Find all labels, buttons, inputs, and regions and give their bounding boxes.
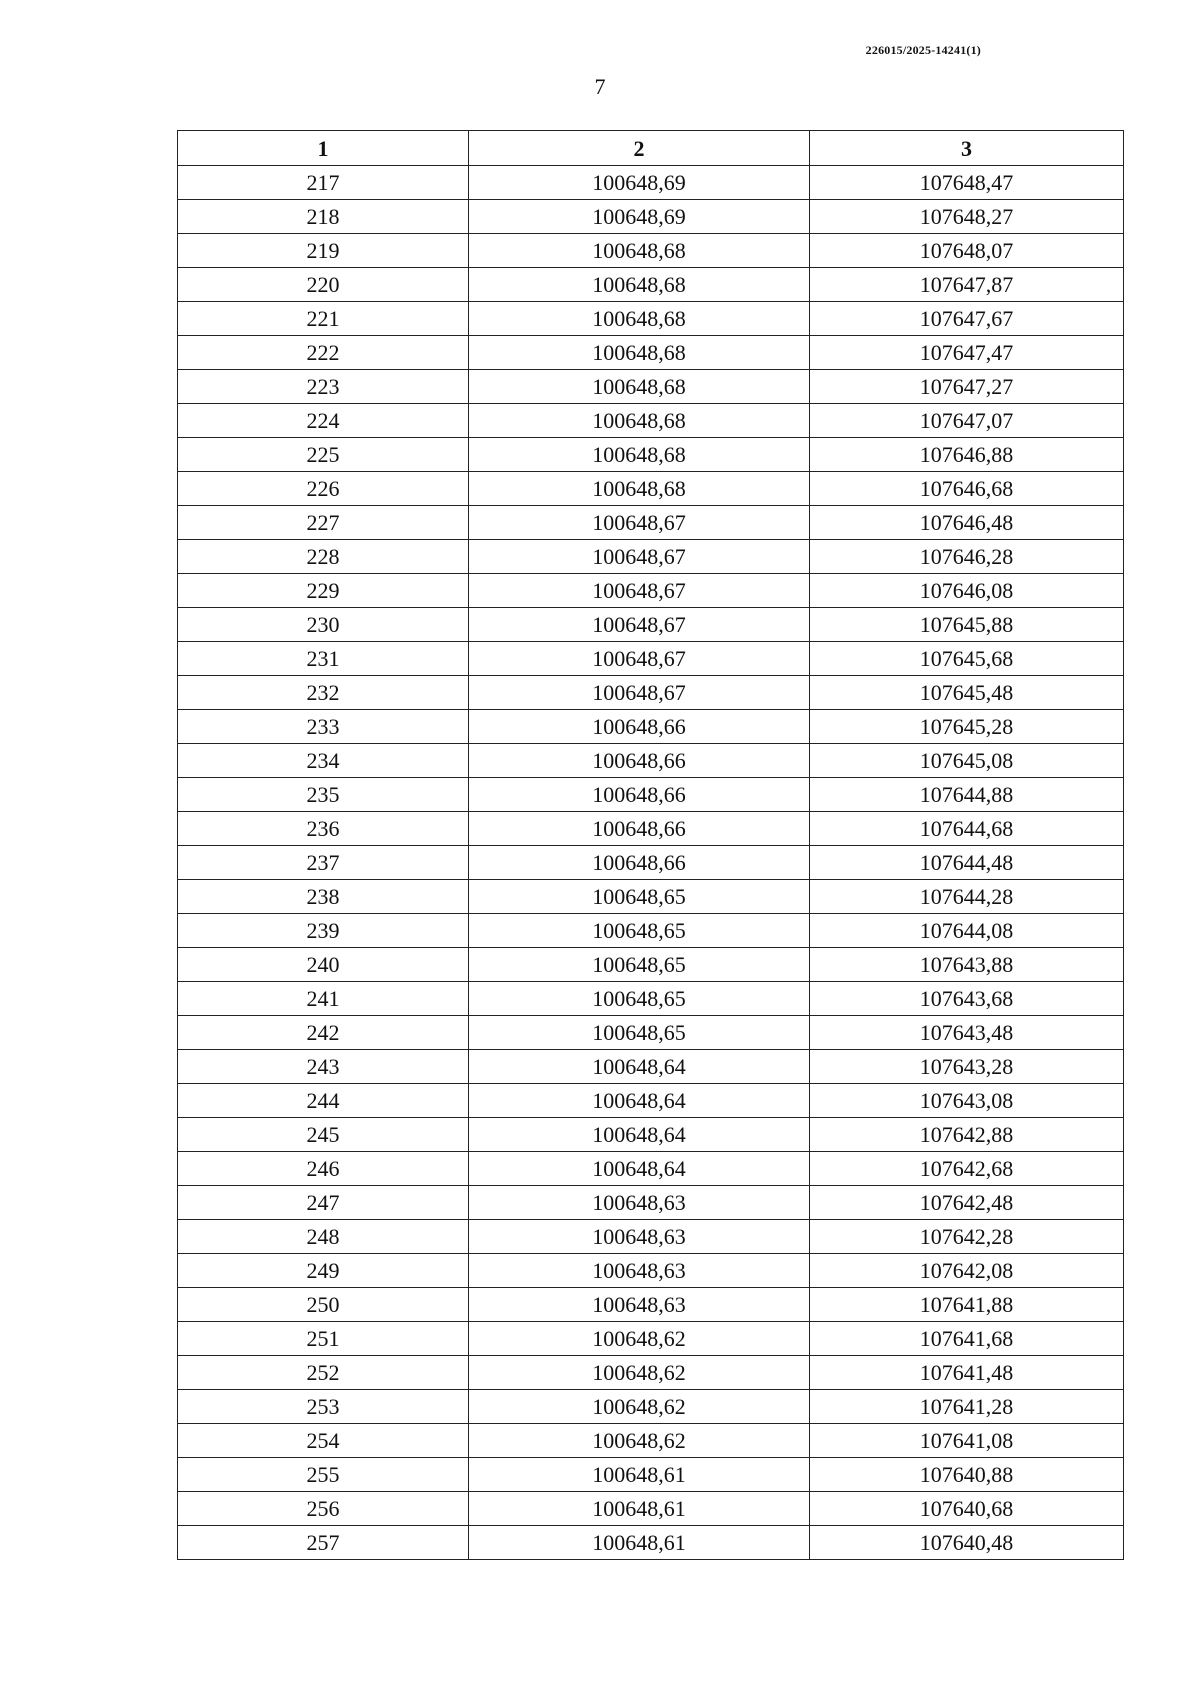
coordinate-x-cell: 100648,64 bbox=[469, 1050, 810, 1084]
point-number-cell: 218 bbox=[178, 200, 469, 234]
point-number-cell: 238 bbox=[178, 880, 469, 914]
coordinate-y-cell: 107644,48 bbox=[810, 846, 1124, 880]
coordinate-x-cell: 100648,68 bbox=[469, 234, 810, 268]
point-number-cell: 232 bbox=[178, 676, 469, 710]
column-header-1: 1 bbox=[178, 131, 469, 166]
table-row bbox=[178, 336, 1124, 370]
point-number-cell: 245 bbox=[178, 1118, 469, 1152]
coordinate-y-cell: 107641,08 bbox=[810, 1424, 1124, 1458]
table-row bbox=[178, 1424, 1124, 1458]
point-number-cell: 217 bbox=[178, 166, 469, 200]
coordinate-x-cell: 100648,67 bbox=[469, 574, 810, 608]
table-row bbox=[178, 1084, 1124, 1118]
point-number-cell: 242 bbox=[178, 1016, 469, 1050]
coordinate-x-cell: 100648,63 bbox=[469, 1288, 810, 1322]
coordinate-y-cell: 107642,28 bbox=[810, 1220, 1124, 1254]
table-row bbox=[178, 1390, 1124, 1424]
table-row bbox=[178, 1152, 1124, 1186]
point-number-cell: 254 bbox=[178, 1424, 469, 1458]
coordinate-y-cell: 107645,28 bbox=[810, 710, 1124, 744]
coordinate-y-cell: 107648,47 bbox=[810, 166, 1124, 200]
point-number-cell: 240 bbox=[178, 948, 469, 982]
table-row bbox=[178, 166, 1124, 200]
table-row bbox=[178, 1492, 1124, 1526]
point-number-cell: 241 bbox=[178, 982, 469, 1016]
point-number-cell: 236 bbox=[178, 812, 469, 846]
coordinate-y-cell: 107647,67 bbox=[810, 302, 1124, 336]
point-number-cell: 233 bbox=[178, 710, 469, 744]
point-number-cell: 231 bbox=[178, 642, 469, 676]
coordinate-x-cell: 100648,66 bbox=[469, 812, 810, 846]
coordinate-y-cell: 107643,08 bbox=[810, 1084, 1124, 1118]
coordinate-y-cell: 107646,08 bbox=[810, 574, 1124, 608]
coordinate-y-cell: 107648,07 bbox=[810, 234, 1124, 268]
table-row bbox=[178, 1526, 1124, 1560]
coordinate-y-cell: 107642,88 bbox=[810, 1118, 1124, 1152]
coordinate-x-cell: 100648,68 bbox=[469, 302, 810, 336]
table-row bbox=[178, 404, 1124, 438]
coordinate-x-cell: 100648,61 bbox=[469, 1492, 810, 1526]
table-row bbox=[178, 778, 1124, 812]
point-number-cell: 225 bbox=[178, 438, 469, 472]
table-row bbox=[178, 506, 1124, 540]
coordinate-x-cell: 100648,66 bbox=[469, 778, 810, 812]
coordinate-y-cell: 107643,88 bbox=[810, 948, 1124, 982]
coordinate-x-cell: 100648,64 bbox=[469, 1084, 810, 1118]
coordinate-y-cell: 107642,08 bbox=[810, 1254, 1124, 1288]
point-number-cell: 255 bbox=[178, 1458, 469, 1492]
coordinates-table bbox=[177, 130, 1124, 1560]
column-header-3: 3 bbox=[810, 131, 1124, 166]
coordinate-x-cell: 100648,61 bbox=[469, 1458, 810, 1492]
point-number-cell: 220 bbox=[178, 268, 469, 302]
table-header-row bbox=[178, 131, 1124, 166]
coordinate-y-cell: 107642,68 bbox=[810, 1152, 1124, 1186]
page-number: 7 bbox=[594, 74, 606, 99]
point-number-cell: 251 bbox=[178, 1322, 469, 1356]
table-row bbox=[178, 472, 1124, 506]
coordinate-x-cell: 100648,67 bbox=[469, 540, 810, 574]
coordinate-y-cell: 107646,48 bbox=[810, 506, 1124, 540]
coordinate-x-cell: 100648,69 bbox=[469, 166, 810, 200]
table-row bbox=[178, 234, 1124, 268]
coordinate-y-cell: 107646,88 bbox=[810, 438, 1124, 472]
coordinate-x-cell: 100648,65 bbox=[469, 948, 810, 982]
coordinate-x-cell: 100648,65 bbox=[469, 914, 810, 948]
coordinate-x-cell: 100648,66 bbox=[469, 744, 810, 778]
point-number-cell: 222 bbox=[178, 336, 469, 370]
coordinate-x-cell: 100648,69 bbox=[469, 200, 810, 234]
table-row bbox=[178, 1016, 1124, 1050]
point-number-cell: 253 bbox=[178, 1390, 469, 1424]
coordinate-y-cell: 107642,48 bbox=[810, 1186, 1124, 1220]
coordinate-x-cell: 100648,68 bbox=[469, 472, 810, 506]
point-number-cell: 244 bbox=[178, 1084, 469, 1118]
coordinate-x-cell: 100648,67 bbox=[469, 608, 810, 642]
point-number-cell: 257 bbox=[178, 1526, 469, 1560]
coordinate-y-cell: 107646,68 bbox=[810, 472, 1124, 506]
table-row bbox=[178, 574, 1124, 608]
table-row bbox=[178, 710, 1124, 744]
coordinate-y-cell: 107643,48 bbox=[810, 1016, 1124, 1050]
point-number-cell: 229 bbox=[178, 574, 469, 608]
coordinate-x-cell: 100648,62 bbox=[469, 1356, 810, 1390]
coordinate-y-cell: 107645,08 bbox=[810, 744, 1124, 778]
table-row bbox=[178, 370, 1124, 404]
coordinate-y-cell: 107643,28 bbox=[810, 1050, 1124, 1084]
table-row bbox=[178, 1356, 1124, 1390]
coordinate-y-cell: 107644,28 bbox=[810, 880, 1124, 914]
coordinate-y-cell: 107647,07 bbox=[810, 404, 1124, 438]
coordinate-y-cell: 107645,48 bbox=[810, 676, 1124, 710]
table-row bbox=[178, 268, 1124, 302]
coordinate-x-cell: 100648,63 bbox=[469, 1254, 810, 1288]
table-row bbox=[178, 1254, 1124, 1288]
coordinate-y-cell: 107647,27 bbox=[810, 370, 1124, 404]
point-number-cell: 226 bbox=[178, 472, 469, 506]
table-row bbox=[178, 948, 1124, 982]
point-number-cell: 227 bbox=[178, 506, 469, 540]
point-number-cell: 248 bbox=[178, 1220, 469, 1254]
document-reference-number: 226015/2025-14241(1) bbox=[865, 43, 981, 57]
coordinate-y-cell: 107641,48 bbox=[810, 1356, 1124, 1390]
coordinate-y-cell: 107647,47 bbox=[810, 336, 1124, 370]
table-row bbox=[178, 642, 1124, 676]
point-number-cell: 252 bbox=[178, 1356, 469, 1390]
point-number-cell: 224 bbox=[178, 404, 469, 438]
coordinate-y-cell: 107641,68 bbox=[810, 1322, 1124, 1356]
point-number-cell: 239 bbox=[178, 914, 469, 948]
table-row bbox=[178, 676, 1124, 710]
coordinate-y-cell: 107640,48 bbox=[810, 1526, 1124, 1560]
coordinate-x-cell: 100648,65 bbox=[469, 1016, 810, 1050]
point-number-cell: 249 bbox=[178, 1254, 469, 1288]
table-row bbox=[178, 608, 1124, 642]
coordinate-y-cell: 107645,88 bbox=[810, 608, 1124, 642]
coordinate-x-cell: 100648,63 bbox=[469, 1220, 810, 1254]
coordinate-x-cell: 100648,68 bbox=[469, 404, 810, 438]
coordinate-x-cell: 100648,66 bbox=[469, 710, 810, 744]
point-number-cell: 246 bbox=[178, 1152, 469, 1186]
table-row bbox=[178, 1322, 1124, 1356]
coordinate-y-cell: 107645,68 bbox=[810, 642, 1124, 676]
table-row bbox=[178, 1118, 1124, 1152]
table-row bbox=[178, 200, 1124, 234]
coordinate-x-cell: 100648,68 bbox=[469, 370, 810, 404]
coordinate-x-cell: 100648,62 bbox=[469, 1390, 810, 1424]
point-number-cell: 219 bbox=[178, 234, 469, 268]
coordinate-x-cell: 100648,62 bbox=[469, 1322, 810, 1356]
table-row bbox=[178, 1220, 1124, 1254]
coordinate-x-cell: 100648,63 bbox=[469, 1186, 810, 1220]
coordinate-x-cell: 100648,68 bbox=[469, 336, 810, 370]
coordinate-x-cell: 100648,64 bbox=[469, 1152, 810, 1186]
coordinate-x-cell: 100648,67 bbox=[469, 506, 810, 540]
table-header bbox=[178, 131, 1124, 166]
coordinate-x-cell: 100648,68 bbox=[469, 268, 810, 302]
point-number-cell: 230 bbox=[178, 608, 469, 642]
table-row bbox=[178, 880, 1124, 914]
table-row bbox=[178, 744, 1124, 778]
column-header-2: 2 bbox=[469, 131, 810, 166]
coordinate-y-cell: 107640,68 bbox=[810, 1492, 1124, 1526]
coordinate-y-cell: 107640,88 bbox=[810, 1458, 1124, 1492]
table-row bbox=[178, 1458, 1124, 1492]
table-row bbox=[178, 1050, 1124, 1084]
table-row bbox=[178, 540, 1124, 574]
coordinate-y-cell: 107648,27 bbox=[810, 200, 1124, 234]
table-row bbox=[178, 438, 1124, 472]
point-number-cell: 234 bbox=[178, 744, 469, 778]
point-number-cell: 228 bbox=[178, 540, 469, 574]
table-row bbox=[178, 846, 1124, 880]
point-number-cell: 223 bbox=[178, 370, 469, 404]
coordinate-x-cell: 100648,61 bbox=[469, 1526, 810, 1560]
table-body bbox=[178, 166, 1124, 1560]
coordinate-x-cell: 100648,66 bbox=[469, 846, 810, 880]
point-number-cell: 243 bbox=[178, 1050, 469, 1084]
coordinate-y-cell: 107643,68 bbox=[810, 982, 1124, 1016]
table-row bbox=[178, 914, 1124, 948]
coordinate-y-cell: 107644,88 bbox=[810, 778, 1124, 812]
coordinate-y-cell: 107644,08 bbox=[810, 914, 1124, 948]
coordinate-y-cell: 107641,88 bbox=[810, 1288, 1124, 1322]
point-number-cell: 256 bbox=[178, 1492, 469, 1526]
point-number-cell: 237 bbox=[178, 846, 469, 880]
coordinate-y-cell: 107644,68 bbox=[810, 812, 1124, 846]
coordinate-x-cell: 100648,62 bbox=[469, 1424, 810, 1458]
table-row bbox=[178, 1186, 1124, 1220]
coordinate-y-cell: 107647,87 bbox=[810, 268, 1124, 302]
coordinate-y-cell: 107646,28 bbox=[810, 540, 1124, 574]
point-number-cell: 221 bbox=[178, 302, 469, 336]
coordinate-x-cell: 100648,65 bbox=[469, 982, 810, 1016]
point-number-cell: 250 bbox=[178, 1288, 469, 1322]
point-number-cell: 247 bbox=[178, 1186, 469, 1220]
table-row bbox=[178, 302, 1124, 336]
table-row bbox=[178, 1288, 1124, 1322]
coordinate-x-cell: 100648,67 bbox=[469, 642, 810, 676]
coordinate-x-cell: 100648,67 bbox=[469, 676, 810, 710]
point-number-cell: 235 bbox=[178, 778, 469, 812]
table-row bbox=[178, 982, 1124, 1016]
coordinate-x-cell: 100648,64 bbox=[469, 1118, 810, 1152]
table-row bbox=[178, 812, 1124, 846]
coordinate-y-cell: 107641,28 bbox=[810, 1390, 1124, 1424]
coordinate-x-cell: 100648,65 bbox=[469, 880, 810, 914]
coordinate-x-cell: 100648,68 bbox=[469, 438, 810, 472]
